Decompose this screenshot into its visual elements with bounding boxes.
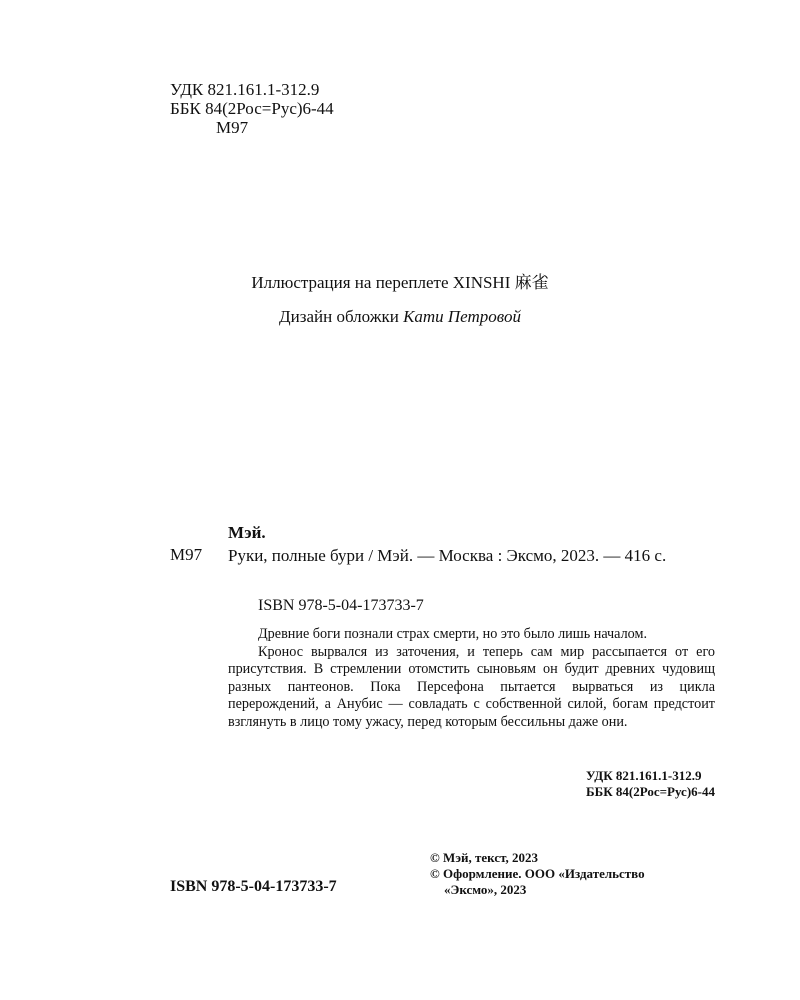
design-credit — [0, 307, 800, 327]
catalog-bbk: ББК 84(2Рос=Рус)6-44 — [586, 784, 715, 799]
design-author: Кати Петровой — [403, 307, 521, 326]
catalog-classification — [586, 768, 715, 800]
catalog-author-mark: М97 — [170, 545, 203, 564]
design-prefix: Дизайн обложки — [279, 307, 404, 326]
bbk-code: ББК 84(2Рос=Рус)6-44 — [170, 99, 334, 118]
copyright-design-line-2: «Эксмо», 2023 — [444, 882, 527, 897]
catalog-author: Мэй. — [228, 523, 266, 542]
copyright-text: © Мэй, текст, 2023 — [430, 850, 538, 865]
illustration-credit — [0, 268, 800, 293]
catalog-udk: УДК 821.161.1-312.9 — [586, 768, 702, 783]
isbn-footer: ISBN 978-5-04-173733-7 — [170, 878, 337, 895]
catalog-isbn: ISBN 978-5-04-173733-7 — [258, 597, 424, 614]
catalog-title-line: Руки, полные бури / Мэй. — Москва : Эксмо, 2023. — 416 с. — [228, 546, 667, 565]
annotation-paragraph: Кронос вырвался из заточения, и теперь сам мир рассыпается от его присутствия. В стремлении отомстить сыновьям он будит древних чудовищ разных пантеонов. Пока Персефона пытается вырваться из цикла перерождений, а Анубис — совладать с собственной силой, богам предстоит взглянуть в лицо тому ужасу, перед которым бессильны даже они. — [228, 643, 715, 730]
top-classification — [170, 80, 334, 137]
annotation-paragraph: Древние боги познали страх смерти, но это было лишь началом. — [258, 626, 648, 642]
annotation — [228, 626, 715, 731]
illustration-prefix: Иллюстрация на переплете — [251, 273, 453, 292]
author-mark: М97 — [216, 118, 249, 137]
copyright-design-line-1: © Оформление. ООО «Издательство — [430, 866, 645, 881]
udk-code: УДК 821.161.1-312.9 — [170, 80, 320, 99]
copyright-block — [430, 850, 645, 898]
illustration-artist: XINSHI 麻雀 — [452, 273, 549, 292]
